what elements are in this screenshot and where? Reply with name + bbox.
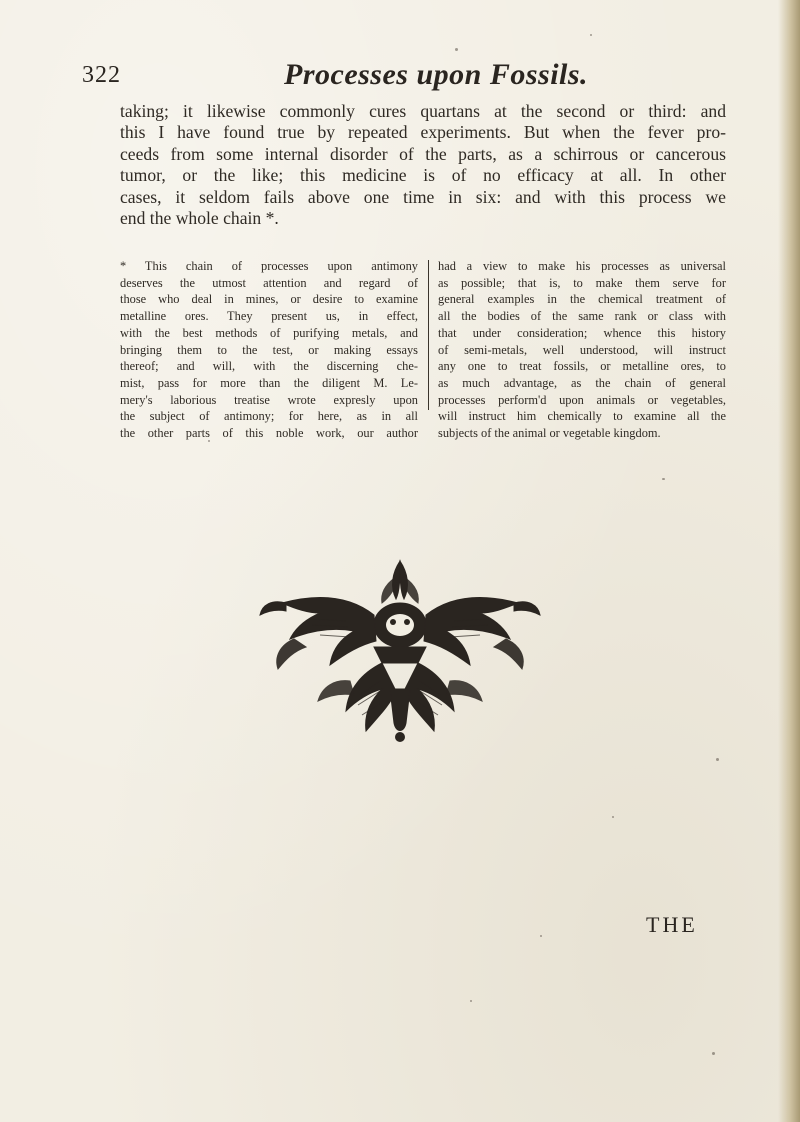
footnote-line: will instruct him chemically to examine all the bbox=[438, 409, 726, 424]
footnote-line: had a view to make his processes as universal bbox=[438, 259, 726, 273]
footnote-line: those who deal in mines, or desire to examine bbox=[120, 292, 418, 307]
main-text-line: cases, it seldom fails above one time in six: and with this process we bbox=[120, 186, 726, 207]
footnote-line: of semi-metals, well understood, will instruct bbox=[438, 342, 726, 357]
floral-tailpiece-icon bbox=[250, 555, 550, 745]
footnote-line: thereof; and will, with the discerning che- bbox=[120, 359, 418, 374]
main-text-line: this I have found true by repeated experiments. But when the fever pro- bbox=[120, 122, 726, 143]
footnote-line: the subject of antimony; for here, as in all bbox=[120, 409, 418, 424]
running-title: Processes upon Fossils. bbox=[284, 58, 589, 91]
footnote-line: with the best methods of purifying metals, and bbox=[120, 325, 418, 340]
footnote-line: any one to treat fossils, or metalline ores, to bbox=[438, 359, 726, 374]
footnote-left-column bbox=[120, 258, 418, 442]
footnote-line: that under consideration; whence this history bbox=[438, 325, 726, 340]
paper-speck bbox=[590, 34, 592, 36]
main-text-line: end the whole chain *. bbox=[120, 208, 279, 229]
footnote-line: the other parts of this noble work, our author bbox=[120, 426, 418, 441]
footnote-line: metalline ores. They present us, in effect, bbox=[120, 309, 418, 324]
footnote-line: as possible; that is, to make them serve for bbox=[438, 275, 726, 290]
footnote-right-column bbox=[438, 258, 726, 442]
footnote-line: deserves the utmost attention and regard of bbox=[120, 275, 418, 290]
footnote-line: processes perform'd upon animals or vegetables, bbox=[438, 392, 726, 407]
paper-speck bbox=[208, 440, 210, 442]
footnote-line: * This chain of processes upon antimony bbox=[120, 259, 418, 273]
main-text-line: tumor, or the like; this medicine is of no efficacy at all. In other bbox=[120, 165, 726, 186]
paper-speck bbox=[470, 1000, 472, 1002]
paper-speck bbox=[540, 935, 542, 937]
catchword: THE bbox=[646, 912, 698, 937]
footnote-line: as much advantage, as the chain of general bbox=[438, 375, 726, 390]
paper-speck bbox=[716, 758, 719, 761]
paper-speck bbox=[662, 478, 665, 480]
main-text-line: taking; it likewise commonly cures quartans at the second or third: and bbox=[120, 101, 726, 121]
paper-speck bbox=[712, 1052, 715, 1055]
footnote-line: general examples in the chemical treatment of bbox=[438, 292, 726, 307]
main-paragraph bbox=[120, 101, 726, 229]
footnote-line: mery's laborious treatise wrote expresly upon bbox=[120, 392, 418, 407]
footnote-line: mist, pass for more than the diligent M. Le- bbox=[120, 375, 418, 390]
column-divider bbox=[428, 260, 429, 410]
main-text-line: ceeds from some internal disorder of the parts, as a schirrous or cancerous bbox=[120, 143, 726, 164]
footnote-line: all the bodies of the same rank or class with bbox=[438, 309, 726, 324]
page-number: 322 bbox=[82, 62, 121, 88]
footnote-line: subjects of the animal or vegetable kingdom. bbox=[438, 426, 661, 441]
page-edge-shadow bbox=[778, 0, 800, 1122]
paper-speck bbox=[612, 816, 614, 818]
footnote-line: bringing them to the test, or making essays bbox=[120, 342, 418, 357]
paper-speck bbox=[455, 48, 458, 51]
